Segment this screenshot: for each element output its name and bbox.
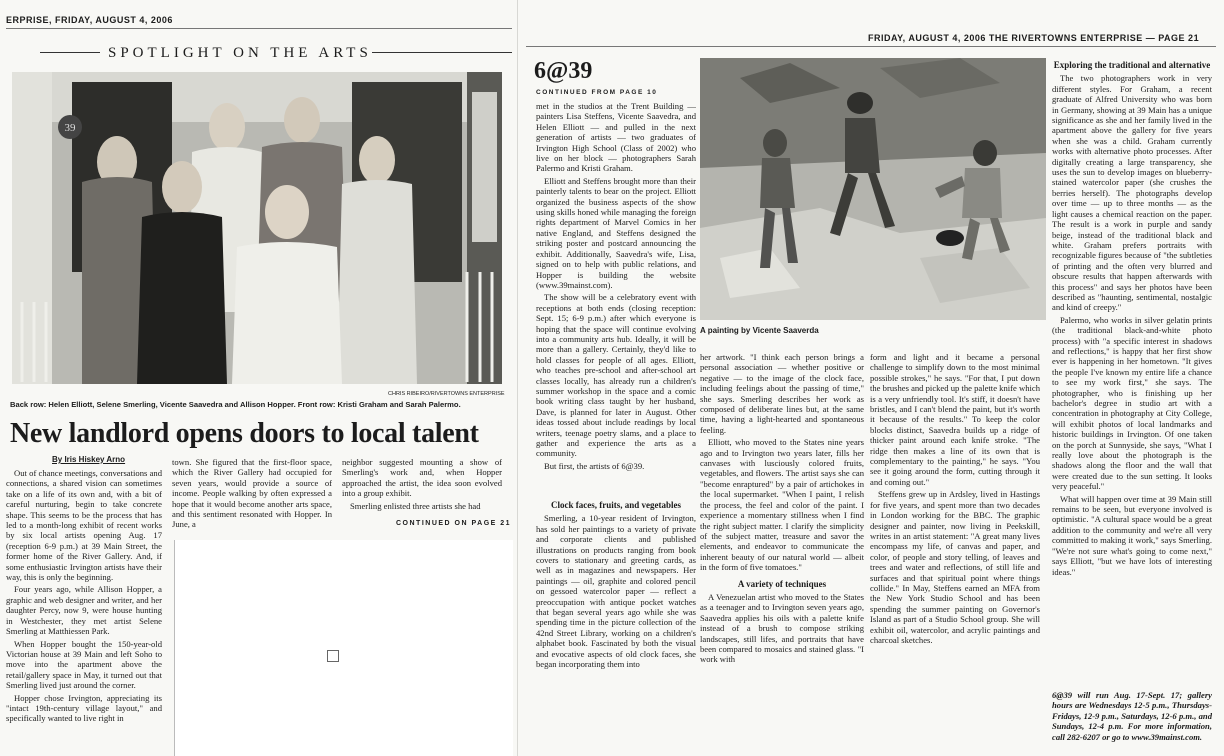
- painting-caption: A painting by Vicente Saaverda: [700, 326, 819, 335]
- group-photo: [12, 72, 502, 384]
- right-column-1-continued: [536, 500, 696, 690]
- left-column-2: [172, 457, 332, 537]
- paragraph: The two photographers work in very different styles. For Graham, a recent graduate of Alfred University who was born in Germany, showing at 39 Main has a unique significance as she and her family lived in the apartment above the gallery for five years when she was a child. Graham currently works with alternative photo processes. After digitally creating a large transparency, she uses the sun to develop images on blueberry-stained watercolor paper (she crushes the berries herself). The photographs develop over time — up to three months — as the light causes a chemical reaction on the paper. The result is a work in purple and sandy beige, instead of the traditional black and white. Graham prefers portraits with recognizable figures because of "the subtleties of printing and the often very blurred and obscure results that happen afterwards with this process" and says her photos have been described as "haunting, sentimental, nostalgic and kind of creepy.": [1052, 73, 1212, 313]
- right-newspaper-page: [518, 0, 1224, 756]
- blank-area: [174, 540, 513, 756]
- left-page-header: ERPRISE, FRIDAY, AUGUST 4, 2006: [6, 15, 173, 25]
- paragraph: Steffens grew up in Ardsley, lived in Hastings for five years, and spent more than two decades in London working for the BBC. The graphic designer and painter, now living in Peekskill, writes in an artist statement: "A great many lives encompass my life, of canvas and paper, and color, of people and story telling, of leaves and trees and water and reflections, of still life and surfaces and that spiritual point where things collide." In May, Steffens earned an MFA from the New York Studio School and has been spending the summer painting on Governor's Island as part of a Studio School group. She will exhibit oil, watercolor, and acrylic paintings and charcoal sketches.: [870, 489, 1040, 645]
- photo-credit: CHRIS RIBEIRO/RIVERTOWNS ENTERPRISE: [388, 391, 505, 397]
- right-page-header: FRIDAY, AUGUST 4, 2006 THE RIVERTOWNS ENTERPRISE — PAGE 21: [868, 33, 1200, 43]
- left-newspaper-page: [0, 0, 518, 756]
- left-column-1: [6, 468, 162, 754]
- paragraph: met in the studios at the Trent Building — painters Lisa Steffens, Vicente Saavedra, and Helen Elliott — and pulled in the next generation of artists — two graduates of Irvington High School (Class of 2002) who live on her block — photographers Sarah Palermo and Kristi Graham.: [536, 101, 696, 174]
- paragraph: Smerling enlisted three artists she had: [350, 500, 481, 511]
- subhead-clock-faces: Clock faces, fruits, and vegetables: [551, 500, 681, 510]
- paragraph: Out of chance meetings, conversations and connections, a shared vision can sometimes take on a life of its own and, with a bit of careful nurturing, begin to take concrete shape. This seems to be the process that has led to a month-long exhibit of recent works by six local artists opening Aug. 17 (reception 6-9 p.m.) at 39 Main Street, the former home of the River Gallery. And, if some enthusiastic Irvington artists have their way, this is only the beginning.: [6, 468, 162, 583]
- photo-caption: Back row: Helen Elliott, Selene Smerling, Vicente Saavedra and Allison Hopper. Front row: Kristi Graham and Sarah Palermo.: [10, 400, 461, 409]
- paragraph: A Venezuelan artist who moved to the States as a teenager and to Irvington seven years ago, Saavedra applies his oils with a palette knife instead of a brush to compose striking landscapes, still lifes, and portraits that have been compared to mosaics and stained glass. "I work with: [700, 591, 864, 665]
- paragraph: When Hopper bought the 150-year-old Victorian house at 39 Main and left Soho to move into the apartment above the retail/gallery space in May, it turned out that Smerling lived just around the corner.: [6, 638, 162, 691]
- paragraph: town. She figured that the first-floor space, which the River Gallery had occupied for seven years, would provide a source of income. People walking by often expressed a hope that it would become another arts space, and this sentiment resonated with Hopper. In June, a: [172, 457, 332, 530]
- paragraph: Palermo, who works in silver gelatin prints (the traditional black-and-white photo process) with "a specific interest in shadows and reflections," is happy that her first show ever is happening in her hometown. "It gives the people I've known my entire life a chance to see my work first," she says. The photographer, who is finishing up her bachelor's degree in studio art with a concentration in photography at City College, will exhibit photos of local landmarks and historic buildings in Irvington. Of one taken on the porch at Sunnyside, she says, "What I really love about the photograph is the shadows along the floor and the wall that were created due to the sun setting. It looks very peaceful.": [1052, 314, 1212, 492]
- paragraph: Hopper chose Irvington, appreciating its "intact 19th-century village layout," and specifically wanted to live right in: [6, 692, 162, 724]
- paragraph: form and light and it became a personal challenge to simplify down to the most minimal possible strokes," he says. "For that, I put down the brushes and picked up the palette knife which is a very unfriendly tool. It's stiff, it doesn't have bristles, and I can't blend the paint, but it's worth it because of the results." To keep the color blocks distinct, Saavedra builds up a ridge of thicker paint around each knife stroke. "The ridge then makes a line of its own that is complementary to the painting," he says. "You see it going around the form, cutting through it and coming out.": [870, 352, 1040, 487]
- right-column-4: [1052, 58, 1212, 688]
- paragraph: Smerling, a 10-year resident of Irvington, has sold her paintings to a variety of private and corporate clients and published illustrations on products ranging from book covers to stationary and greeting cards, as well as in magazines and newspapers. Her paintings — oil, graphite and colored pencil on gessoed watercolor paper — reflect a preoccupation with antique pocket watches that began several years ago while she was spending time in the picture collection of the 42nd Street Library, working on a children's alphabet book. Fascinated by both the visual and evocative aspects of old clock faces, she began incorporating them into: [536, 513, 696, 670]
- right-column-1: [536, 101, 696, 486]
- left-column-3: [342, 457, 502, 515]
- paragraph: The show will be a celebratory event with receptions at both ends (closing reception: Sept. 15; 6-9 p.m.) after which everyone is hoping that the space will continue evolving into a community arts hub. Ideally, it will be more than a gallery. Certainly, they'd like to hold classes for people of all ages. Elliott, who teaches pre-school and after-school art classes locally, has already run a children's summer workshop in the space and a comic book writing class taught by her husband, Dave, is planned for later in August. Other ideas tossed about include readings by local writers, teenage poetry slams, and a place to gather and experience the arts as a community.: [536, 292, 696, 459]
- byline: By Iris Hiskey Arno: [52, 455, 126, 464]
- right-column-2: [700, 352, 864, 752]
- paragraph: her artwork. "I think each person brings a personal association — whether positive or negative — to the image of the clock face, including feelings about the passing of time," she says. Smerling describes her work as composed of deliberate lines but, at the same time, having a light-hearted and spontaneous feeling.: [700, 352, 864, 435]
- article-headline: New landlord opens doors to local talent: [10, 418, 479, 449]
- event-info: 6@39 will run Aug. 17-Sept. 17; gallery hours are Wednesdays 12-5 p.m., Thursdays-Fridays, 12-9 p.m., Saturdays, 12-6 p.m., and Sundays, 12-4 p.m. For more information, call 282-6207 or go to www.39mainst.com.: [1052, 690, 1212, 742]
- paragraph: Elliott and Steffens brought more than their painterly talents to bear on the project. Elliott organized the business aspects of the show using skills honed while managing the foreign rights department of Marvel Comics in her native England, and Steffens designed the striking poster and postcard announcing the exhibit. Additionally, Saavedra's wife, Lisa, signed on to help with public relations, and Hopper is building the website (www.39mainst.com).: [536, 175, 696, 290]
- right-column-3: [870, 352, 1040, 752]
- subhead-traditional-alternative: Exploring the traditional and alternative: [1053, 60, 1211, 70]
- painting-image: [700, 58, 1046, 320]
- paragraph: Elliott, who moved to the States nine years ago and to Irvington two years later, fills her canvases with lusciously colored fruits, vegetables, and flowers. The artist says she can "become enraptured" by a pair of artichokes in the local supermarket. "When I paint, I relish the process, the feel and color of the paint. I experience a momentary stillness when I find the right subject matter. I clarify the simplicity of the subject matter, treasure and savor the elements, and endeavor to communicate the inherent beauty of our natural world — albeit in the form of five tomatoes.": [700, 437, 864, 573]
- paragraph: But first, the artists of 6@39.: [544, 460, 645, 471]
- paragraph: neighbor suggested mounting a show of Smerling's work and, when Hopper approached the artist, the idea soon evolved into a group exhibit.: [342, 457, 502, 499]
- address-number: 39: [64, 122, 76, 134]
- paragraph: Four years ago, while Allison Hopper, a graphic and web designer and writer, and her daughter Percy, now 9, were house hunting in Westchester, they met artist Selene Smerling at Matthiessen Park.: [6, 584, 162, 637]
- subhead-techniques: A variety of techniques: [737, 578, 827, 589]
- paragraph: What will happen over time at 39 Main still remains to be seen, but everyone involved is optimistic. "A cultural space would be a great addition to the community and we're all very committed to making it work," says Smerling. "We're not sure what's going to come next," says Elliott, "but we have lots of interesting ideas.": [1052, 493, 1212, 577]
- article-title-6at39: 6@39: [534, 58, 593, 84]
- continued-on: CONTINUED ON PAGE 21: [396, 520, 512, 527]
- continued-from: CONTINUED FROM PAGE 10: [536, 89, 658, 96]
- scan-mark: [327, 650, 339, 662]
- section-title: SPOTLIGHT ON THE ARTS: [108, 45, 372, 61]
